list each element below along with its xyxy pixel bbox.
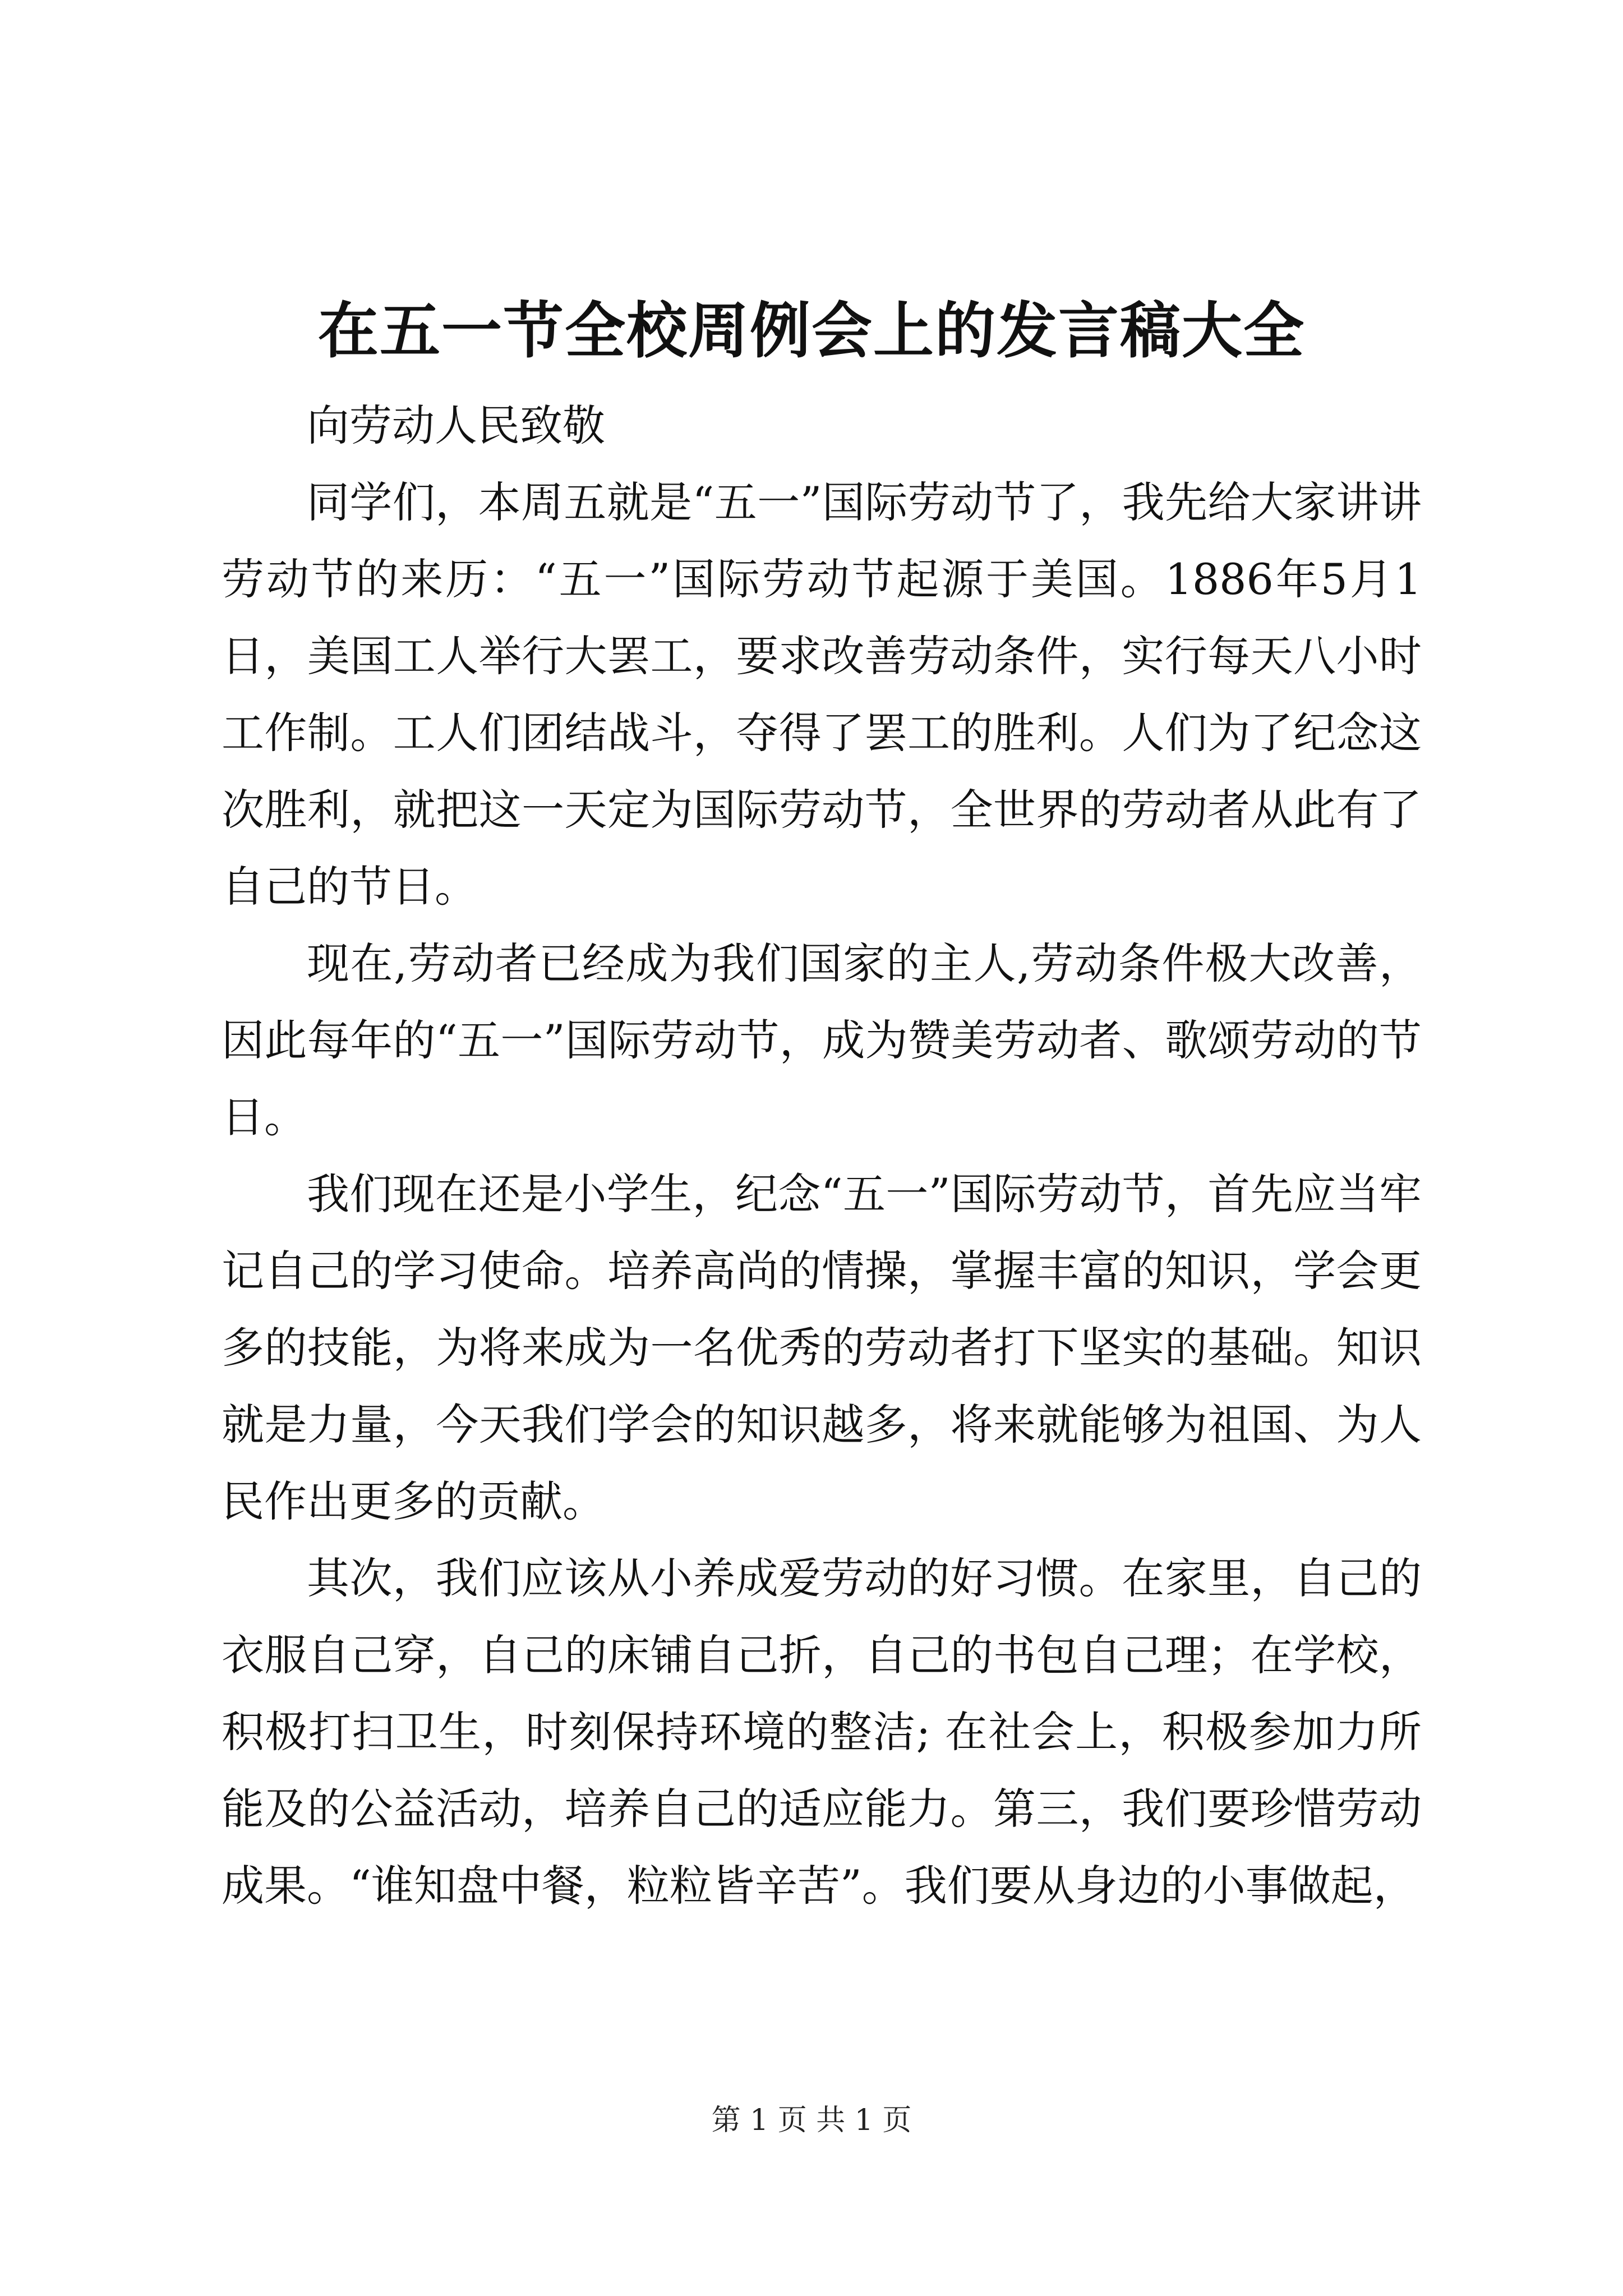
document-title: 在五一节全校周例会上的发言稿大全: [317, 296, 1305, 366]
paragraph-2: 现在,劳动者已经成为我们国家的主人,劳动条件极大改善，因此每年的“五一”国际劳动节，成为赞美劳动者、歌颂劳动的节日。: [222, 938, 1422, 1142]
document-body: [222, 387, 1422, 1924]
speech-heading: 向劳动人民致敬: [307, 401, 605, 450]
paragraph-3: 我们现在还是小学生，纪念“五一”国际劳动节，首先应当牢记自己的学习使命。培养高尚的情操，掌握丰富的知识，学会更多的技能，为将来成为一名优秀的劳动者打下坚实的基础。知识就是力量，今天我们学会的知识越多，将来就能够为祖国、为人民作出更多的贡献。: [222, 1169, 1422, 1526]
page-number-footer: 第 1 页 共 1 页: [711, 2104, 912, 2137]
paragraph-4: 其次，我们应该从小养成爱劳动的好习惯。在家里，自己的衣服自己穿，自己的床铺自己折，自己的书包自己理；在学校，积极打扫卫生，时刻保持环境的整洁; 在社会上，积极参加力所能及的公益活动，培养自己的适应能力。第三，我们要珍惜劳动成果。“谁知盘中餐，粒粒皆辛苦”。我们要从身边的小事做起，: [222, 1553, 1422, 1911]
paragraph-1: 同学们，本周五就是“五一”国际劳动节了，我先给大家讲讲劳动节的来历：“五一”国际劳动节起源于美国。1886年5月1日，美国工人举行大罢工，要求改善劳动条件，实行每天八小时工作制。工人们团结战斗，夺得了罢工的胜利。人们为了纪念这次胜利，就把这一天定为国际劳动节，全世界的劳动者从此有了自己的节日。: [222, 477, 1422, 912]
